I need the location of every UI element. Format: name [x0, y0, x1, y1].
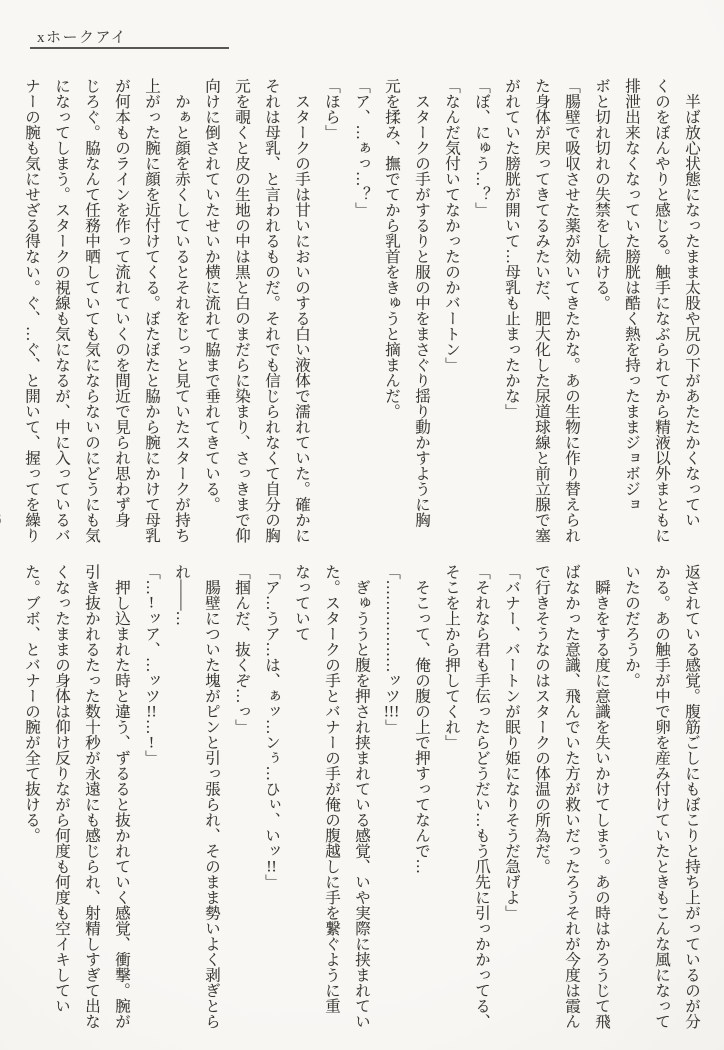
page-title: xホークアイ — [37, 30, 128, 46]
text-line: ばなかった意識、飛んでいた方が救いだったろうそれが今度は霞ん — [563, 564, 580, 1029]
text-line: 「腸壁で吸収させた薬が効いてきたかな。あの生物に作り替えられ — [563, 78, 580, 543]
text-line: ナーの腕も気にせざる得ない。ぐ、…ぐ、と開いて、握ってを繰り — [23, 78, 40, 543]
text-line: 「…!ッア、…ッツ!!…!」 — [143, 564, 160, 766]
text-line: 向けに倒されていたせいか横に流れて脇まで垂れてきている。 — [203, 78, 220, 512]
text-line: 瞬きをする度に意識を失いかけてしまう。あの時はかろうじて飛 — [593, 564, 610, 1029]
page-number — [0, 512, 2, 529]
text-line: 「ほら」 — [323, 78, 340, 140]
exclamation-cluster: !!! — [383, 703, 400, 719]
text-line: が何本ものラインを作って流れていくのを間近で見られ思わず身 — [113, 78, 130, 528]
text-line: じろぐ。脇なんて任務中晒していても気にならないのにどうにも気 — [83, 78, 100, 543]
text-line: かぁと顔を赤くしているとそれをじっと見ていたスタークが持ち — [173, 78, 190, 543]
text-line: 「ぼ、にゅう…？」 — [473, 78, 490, 218]
text-block-top — [16, 78, 706, 546]
text-line: 返されている感覚。腹筋ごしにもぼこりと持ち上がっているのが分 — [683, 564, 700, 1029]
exclamation-cluster: ! — [148, 595, 155, 611]
text-line: 「なんだ気付いてなかったのかバートン」 — [443, 78, 460, 373]
text-line: いたのだろうか。 — [623, 564, 640, 688]
text-line: くのをぼんやりと感じる。触手になぶられてから精液以外まともに — [653, 78, 670, 543]
text-line: 「それなら君も手伝ったらどうだい…もう爪先に引っかかってる、 — [473, 564, 490, 1029]
text-line: た。スタークの手とバナーの手が俺の腹越しに手を繋ぐように重 — [323, 564, 340, 1014]
text-line: くなったままの身体は仰け反りながら何度も何度も空イキしてい — [53, 564, 70, 1014]
text-line: になってしまう。スタークの視線も気になるが、中に入っているバ — [53, 78, 70, 543]
text-line: 「………………ッツ!!!」 — [383, 564, 400, 735]
title-underline — [30, 47, 229, 49]
exclamation-cluster: !! — [266, 858, 277, 874]
text-line: た。ブボ、とバナーの腕が全て抜ける。 — [23, 564, 40, 843]
text-line: ぎゅううと腹を押され挟まれている感覚、いや実際に挟まれてい — [353, 564, 370, 1029]
exclamation-cluster: !! — [146, 703, 157, 719]
text-line: 引き抜かれるたった数十秒が永遠にも感じられ、射精しすぎて出な — [83, 564, 100, 1029]
text-line: そこって、俺の腹の上で押すってなんで… — [413, 564, 430, 874]
text-line: 元を覗くと皮の生地の中は黒と白のまだらに染まり、さっきまで仰 — [233, 78, 250, 543]
text-line: 「バナー、バートンが眠り姫になりそうだ急げよ」 — [503, 564, 520, 921]
text-line: そこを上から押してくれ」 — [443, 564, 460, 750]
text-line: 腸壁についた塊がピンと引っ張られ、そのまま勢いよく剥ぎとら — [203, 564, 220, 1029]
text-line: なっていて — [293, 564, 310, 642]
text-line: 押し込まれた時と違う、ずるると抜かれていく感覚、衝撃。腕が — [113, 564, 130, 1029]
text-line: スタークの手は甘いにおいのする白い液体で濡れていた。確かに — [293, 78, 310, 543]
text-line: 「ア…うア…は、ぁッ…ンぅ…ひぃ、いッ!!」 — [263, 564, 280, 890]
text-line: それは母乳、と言われるものだ。それでも信じられなくて自分の胸 — [263, 78, 280, 543]
text-block-bottom — [16, 564, 706, 1032]
text-line: れ――… — [173, 564, 190, 626]
text-line: で行きそうなのはスタークの体温の所為だ。 — [533, 564, 550, 874]
text-line: た身体が戻ってきてるみたいだ、肥大化した尿道球線と前立腺で塞 — [533, 78, 550, 543]
text-line: 上がった腕に顔を近付けてくる。ぼたぼたと脇から腕にかけて母乳 — [143, 78, 160, 543]
text-line: かる。あの触手が中で卵を産み付けていたときもこんな風になって — [653, 564, 670, 1029]
text-line: 半ば放心状態になったまま太股や尻の下があたたかくなってい — [683, 78, 700, 528]
text-line: 排泄出来なくなっていた膀胱は酷く熱を持ったままジョボジョ — [623, 78, 640, 512]
text-line: ボと切れ切れの失禁をし続ける。 — [593, 78, 610, 311]
text-line: スタークの手がするりと服の中をまさぐり揺り動かすように胸 — [413, 78, 430, 528]
text-line: 「掴んだ、抜くぞ…っ」 — [233, 564, 250, 735]
text-line: がれていた膀胱が開いて…母乳も止まったかな」 — [503, 78, 520, 419]
text-line: 元を揉み、撫でてから乳首をきゅうと摘まんだ。 — [383, 78, 400, 419]
text-line: 「ア、…ぁっ…？」 — [353, 78, 370, 218]
exclamation-cluster: ! — [148, 734, 155, 750]
